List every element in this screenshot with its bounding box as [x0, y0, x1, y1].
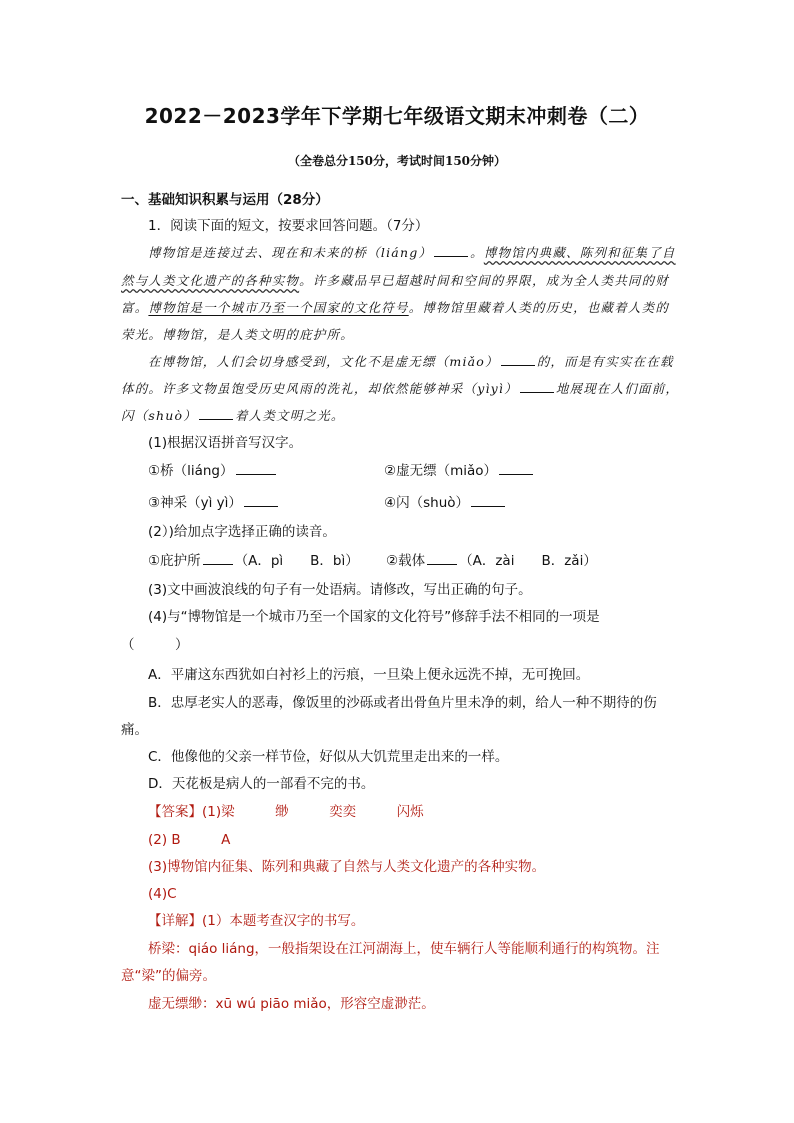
passage-line: 博物馆是连接过去、现在和未来的桥（liáng） 。博物馆内典藏、陈列和征集了自 — [148, 245, 676, 260]
answer-blank — [501, 353, 535, 366]
detail-line: 意“梁”的偏旁。 — [121, 968, 216, 984]
answer-blank — [244, 494, 278, 507]
detail-tag: 【详解】 — [148, 913, 202, 929]
wavy-sentence-cont: 然与人类文化遗产的各种实物 — [121, 273, 300, 288]
pinyin-item: ④闪（shuò） — [384, 494, 507, 512]
passage-line: 在博物馆，人们会切身感受到，文化不是虚无缥（miǎo） 的，而是有实实在在载 — [148, 354, 674, 369]
answer-blank — [203, 552, 233, 565]
section-heading: 一、基础知识积累与运用（28分） — [121, 192, 329, 208]
passage-line: 然与人类文化遗产的各种实物。许多藏品早已超越时间和空间的界限，成为全人类共同的财 — [121, 273, 670, 288]
answer-line: 【答案】(1)梁 缈 奕奕 闪烁 — [148, 804, 424, 820]
choice-paren: （ ） — [121, 637, 189, 653]
detail-line: 桥梁：qiáo liáng，一般指架设在江河湖海上，使车辆行人等能顺利通行的构筑物。注 — [148, 941, 660, 957]
detail-line: 虚无缥缈：xū wú piāo miǎo，形容空虚渺茫。 — [148, 996, 435, 1012]
option-a: A．平庸这东西犹如白衬衫上的污痕，一旦染上便永远洗不掉，无可挽回。 — [148, 667, 590, 683]
pinyin-item: ①桥（liáng） — [148, 462, 278, 480]
option-c: C．他像他的父亲一样节俭，好似从大饥荒里走出来的一样。 — [148, 749, 509, 765]
answer-blank — [236, 462, 276, 475]
passage-line: 闪（shuò） 着人类文明之光。 — [121, 408, 345, 423]
question-1-intro: 1．阅读下面的短文，按要求回答问题。（7分） — [148, 218, 429, 234]
answer-line: (3)博物馆内征集、陈列和典藏了自然与人类文化遗产的各种实物。 — [148, 859, 546, 875]
sub-question-2: (2）)给加点字选择正确的读音。 — [148, 524, 336, 540]
option-b-cont: 痛。 — [121, 722, 148, 738]
answer-blank — [520, 380, 554, 393]
answer-blank — [199, 407, 233, 420]
answer-blank — [499, 462, 533, 475]
answer-line: (4)C — [148, 886, 177, 902]
answer-line: (2) B A — [148, 832, 231, 848]
sub-question-4: (4)与“博物馆是一个城市乃至一个国家的文化符号”修辞手法不相同的一项是 — [148, 609, 600, 625]
option-b: B．忠厚老实人的恶毒，像饭里的沙砾或者出骨鱼片里未净的刺，给人一种不期待的伤 — [148, 695, 657, 711]
pronunciation-item: ②载体 （A．zài B．zǎi） — [386, 553, 597, 569]
detail-line: 【详解】(1）本题考查汉字的书写。 — [148, 913, 365, 929]
answer-blank — [434, 244, 468, 257]
passage-line: 体的。许多文物虽饱受历史风雨的洗礼，却依然能够神采（yìyì） 地展现在人们面前， — [121, 381, 680, 396]
passage-line: 富。博物馆是一个城市乃至一个国家的文化符号。博物馆里藏着人类的历史，也藏着人类的 — [121, 300, 670, 315]
answer-blank — [427, 552, 457, 565]
answer-blank — [471, 494, 505, 507]
passage-line: 荣光。博物馆，是人类文明的庇护所。 — [121, 327, 354, 342]
option-d: D．天花板是病人的一部看不完的书。 — [148, 776, 375, 792]
exam-info: （全卷总分150分，考试时间150分钟） — [287, 154, 507, 168]
answer-tag: 【答案】 — [148, 804, 202, 820]
sub-question-3: (3)文中画波浪线的句子有一处语病。请修改，写出正确的句子。 — [148, 582, 532, 598]
page-title: 2022－2023学年下学期七年级语文期末冲刺卷（二） — [144, 104, 650, 128]
sub-question-1: (1)根据汉语拼音写汉字。 — [148, 435, 303, 451]
pinyin-item: ③神采（yì yì） — [148, 494, 280, 512]
wavy-sentence: 博物馆内典藏、陈列和征集了自 — [483, 245, 676, 260]
pronunciation-item: ①庇护所 （A．pì B．bì） — [148, 553, 359, 569]
pinyin-item: ②虚无缥（miǎo） — [384, 462, 535, 480]
underlined-sentence: 博物馆是一个城市乃至一个国家的文化符号 — [148, 300, 409, 315]
